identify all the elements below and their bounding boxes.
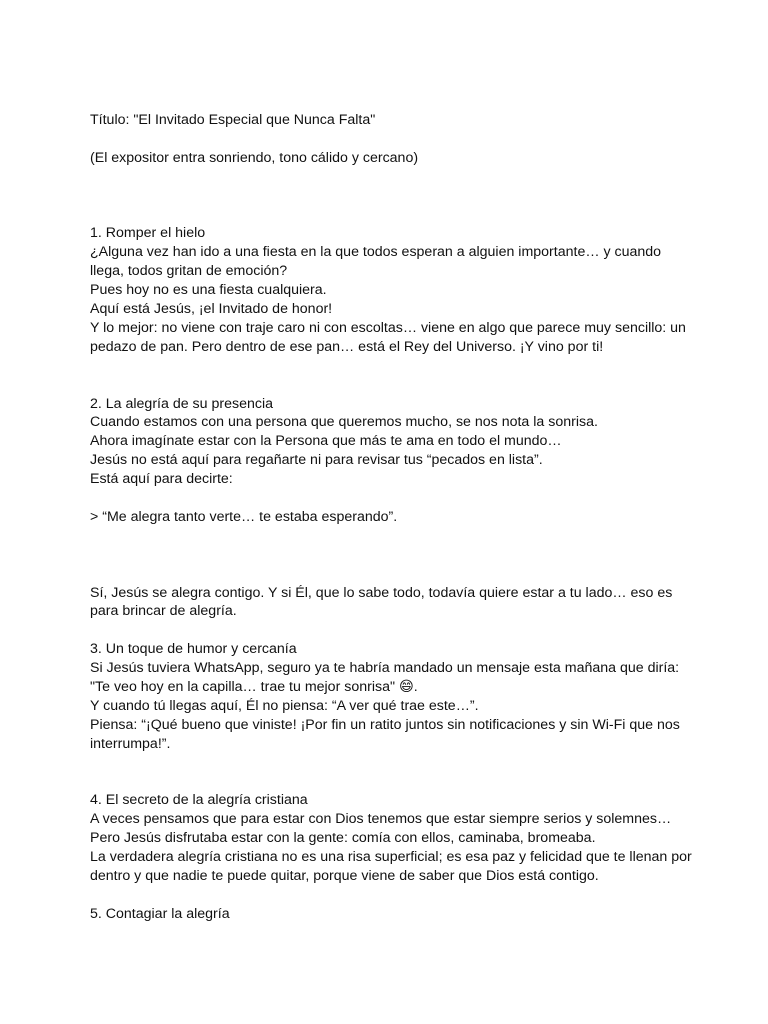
paragraph-line: Si Jesús tuviera WhatsApp, seguro ya te habría mandado un mensaje esta mañana que diría: (90, 660, 680, 677)
section-heading: 2. La alegría de su presencia (90, 395, 273, 412)
spacer (90, 621, 690, 640)
paragraph-line: Sí, Jesús se alegra contigo. Y si Él, que lo sabe todo, todavía quiere estar a tu lado… eso es (90, 584, 673, 601)
paragraph-line: ¿Alguna vez han ido a una fiesta en la que todos esperan a alguien importante… y cuando (90, 244, 662, 261)
document-title: Título: "El Invitado Especial que Nunca Falta" (90, 112, 376, 128)
spacer (90, 489, 690, 508)
paragraph-line: Jesús no está aquí para regañarte ni para revisar tus “pecados en lista”. (90, 452, 543, 469)
spacer (90, 754, 690, 792)
paragraph-line: Está aquí para decirte: (90, 471, 233, 488)
section-heading: 1. Romper el hielo (90, 225, 206, 242)
paragraph-line: Y lo mejor: no viene con traje caro ni con escoltas… viene en algo que parece muy sencillo: un (90, 319, 686, 336)
quote-line: > “Me alegra tanto verte… te estaba esperando”. (90, 508, 398, 525)
paragraph-line: A veces pensamos que para estar con Dios tenemos que estar siempre serios y solemnes… (90, 811, 672, 828)
spacer (90, 357, 690, 395)
paragraph-line: La verdadera alegría cristiana no es una risa superficial; es esa paz y felicidad que te llenan por (90, 849, 692, 866)
spacer (90, 886, 690, 905)
paragraph-line: Pues hoy no es una fiesta cualquiera. (90, 282, 327, 299)
paragraph-line: para brincar de alegría. (90, 603, 237, 620)
paragraph-line: Y cuando tú llegas aquí, Él no piensa: “A ver qué trae este…”. (90, 697, 479, 714)
paragraph-line: interrumpa!”. (90, 735, 171, 752)
paragraph-line: Aquí está Jesús, ¡el Invitado de honor! (90, 301, 333, 318)
paragraph-line: llega, todos gritan de emoción? (90, 263, 288, 280)
paragraph-line: dentro y que nadie te puede quitar, porque viene de saber que Dios está contigo. (90, 868, 599, 885)
section-heading: 3. Un toque de humor y cercanía (90, 641, 297, 658)
paragraph-line: "Te veo hoy en la capilla… trae tu mejor sonrisa" 😄. (90, 679, 418, 696)
stage-direction: (El expositor entra sonriendo, tono cálido y cercano) (90, 149, 419, 166)
paragraph-line: Ahora imagínate estar con la Persona que más te ama en todo el mundo… (90, 433, 562, 450)
document-page (90, 111, 690, 924)
paragraph-line: Cuando estamos con una persona que queremos mucho, se nos nota la sonrisa. (90, 414, 598, 431)
section-heading: 4. El secreto de la alegría cristiana (90, 792, 308, 809)
spacer (90, 527, 690, 584)
spacer (90, 130, 690, 149)
paragraph-line: Piensa: “¡Qué bueno que viniste! ¡Por fin un ratito juntos sin notificaciones y sin Wi-Fi que nos (90, 716, 680, 733)
paragraph-line: Pero Jesús disfrutaba estar con la gente: comía con ellos, caminaba, bromeaba. (90, 830, 596, 847)
paragraph-line: pedazo de pan. Pero dentro de ese pan… está el Rey del Universo. ¡Y vino por ti! (90, 338, 604, 355)
spacer (90, 168, 690, 225)
section-heading: 5. Contagiar la alegría (90, 905, 230, 922)
